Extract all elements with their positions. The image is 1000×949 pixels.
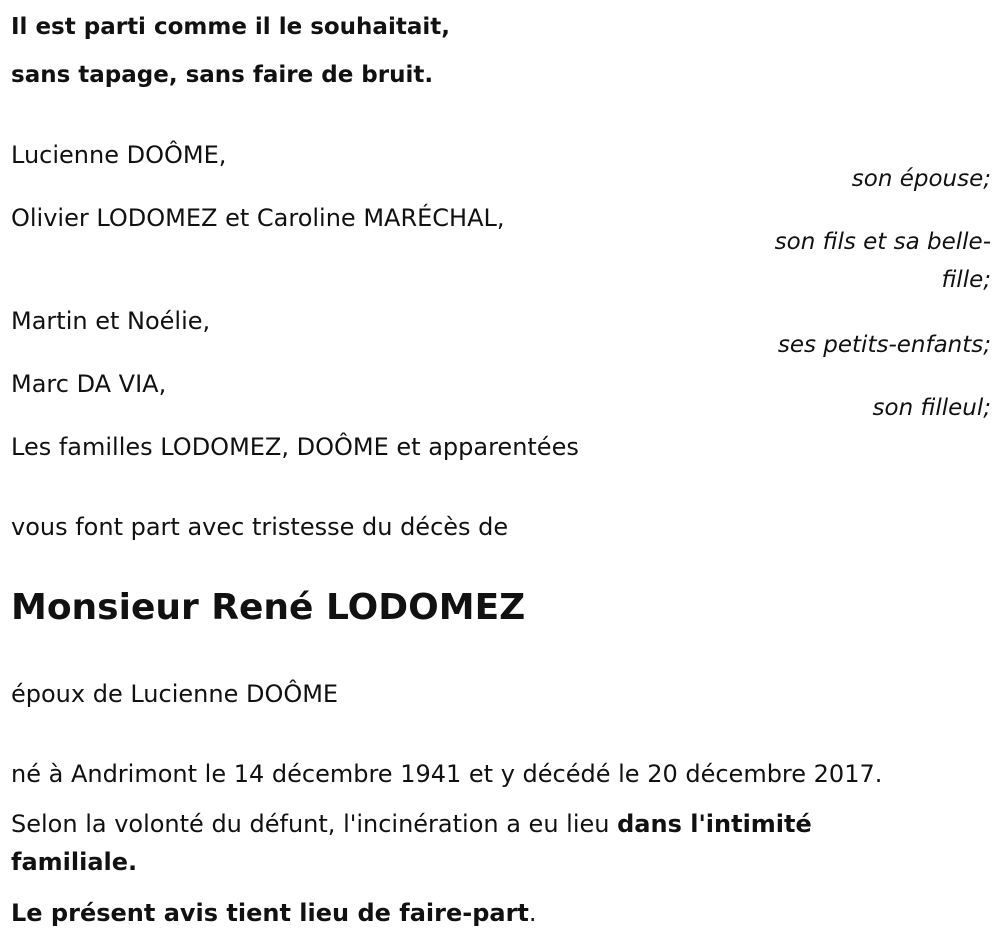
cremation-text — [11, 805, 911, 881]
notice-suffix: . — [528, 899, 537, 927]
family-member-role: ses petits-enfants; — [777, 332, 991, 358]
deceased-name: Monsieur René LODOMEZ — [11, 587, 526, 628]
epitaph-line-2: sans tapage, sans faire de bruit. — [11, 62, 434, 88]
cremation-prefix: Selon la volonté du défunt, l'incinération a eu lieu — [11, 810, 618, 838]
family-member-name: Marc DA VIA, — [11, 370, 167, 398]
obituary-notice — [11, 0, 991, 949]
role-line: fille; — [941, 267, 991, 293]
family-member-name: Les familles LODOMEZ, DOÔME et apparentées — [11, 433, 579, 461]
family-member-role: son filleul; — [872, 395, 991, 421]
notice-bold: Le présent avis tient lieu de faire-part — [11, 899, 529, 927]
cremation-bold: dans l'intimité familiale. — [11, 810, 812, 876]
family-member-role: son épouse; — [851, 166, 991, 192]
family-member-name: Lucienne DOÔME, — [11, 141, 227, 169]
spouse-text: époux de Lucienne DOÔME — [11, 680, 339, 708]
family-member-name: Olivier LODOMEZ et Caroline MARÉCHAL, — [11, 204, 505, 232]
role-line: son fils et sa belle- — [774, 229, 991, 255]
family-member-role — [731, 223, 991, 299]
notice-text — [11, 897, 537, 929]
family-member-name: Martin et Noélie, — [11, 307, 211, 335]
birth-death-dates: né à Andrimont le 14 décembre 1941 et y décédé le 20 décembre 2017. — [11, 760, 883, 788]
announcement-text: vous font part avec tristesse du décès de — [11, 513, 509, 541]
epitaph-line-1: Il est parti comme il le souhaitait, — [11, 14, 450, 40]
